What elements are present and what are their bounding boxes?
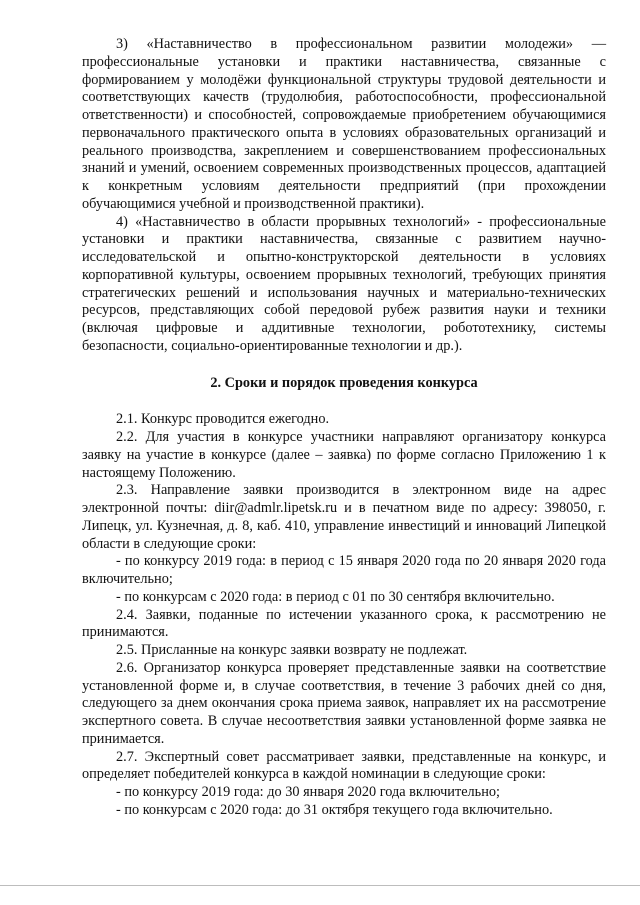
paragraph-2-6: 2.6. Организатор конкурса проверяет представленные заявки на соответствие установленной форме и, в случае соответствия, в течение 3 рабочих дней со дня, следующего за днем окончания срока приема заявок, направляет их на рассмотрение экспертного совета. В случае несоответствия заявки установленной форме заявка не принимается. [82,659,606,747]
document-body [82,36,606,820]
paragraph-2-3: 2.3. Направление заявки производится в электронном виде на адрес электронной почты: diir@admlr.lipetsk.ru и в печатном виде по адресу: 398050, г. Липецк, ул. Кузнечная, д. 8, каб. 410, управление инвестиций и инноваций Липецкой области в следующие сроки: [82,482,606,552]
page-bottom-divider [0,885,640,886]
section-heading: 2. Сроки и порядок проведения конкурса [210,374,478,391]
paragraph-2-7-item-2: - по конкурсам с 2020 года: до 31 октября текущего года включительно. [116,801,553,818]
paragraph-2-4: 2.4. Заявки, поданные по истечении указанного срока, к рассмотрению не принимаются. [82,606,606,641]
paragraph-2-3-item-1: - по конкурсу 2019 года: в период с 15 января 2020 года по 20 января 2020 года включительно; [82,553,606,587]
paragraph-2-7: 2.7. Экспертный совет рассматривает заявки, представленные на конкурс, и определяет победителей конкурса в каждой номинации в следующие сроки: [82,748,606,783]
paragraph-2-3-item-2: - по конкурсам с 2020 года: в период с 01 по 30 сентября включительно. [116,588,555,605]
paragraph-2-5: 2.5. Присланные на конкурс заявки возврату не подлежат. [116,642,468,658]
paragraph-nomination-3: 3) «Наставничество в профессиональном развитии молодежи» — профессиональные установки и практики наставничества, связанные с формированием у молодёжи функциональной структуры трудовой деятельности и соответствующих качеств (трудолюбия, работоспособности, профессиональной ответственности) и способностей, сопровождаемые приобретением обучающимися первоначального практического опыта в условиях образовательных организаций и реального производства, закреплением и совершенствованием профессиональных знаний и умений, освоением современных производственных процессов, адаптацией к конкретным условиям деятельности предприятий (при прохождении обучающимися учебной и производственной практики). [82,36,606,212]
paragraph-2-7-item-1: - по конкурсу 2019 года: до 30 января 2020 года включительно; [116,784,500,800]
paragraph-nomination-4: 4) «Наставничество в области прорывных технологий» - профессиональные установки и практики наставничества, связанные с развитием научно-исследовательской и опытно-конструкторской деятельности в условиях корпоративной культуры, освоением прорывных технологий, требующих принятия стратегических решений и использования научных и материально-технических ресурсов, представляющих собой передовой рубеж развития науки и техники (включая цифровые и аддитивные технологии, робототехнику, системы безопасности, социально-ориентированные технологии и др.). [82,213,606,354]
paragraph-2-2: 2.2. Для участия в конкурсе участники направляют организатору конкурса заявку на участие в конкурсе (далее – заявка) по форме согласно Приложению 1 к настоящему Положению. [82,429,606,481]
paragraph-2-1: 2.1. Конкурс проводится ежегодно. [116,411,330,428]
